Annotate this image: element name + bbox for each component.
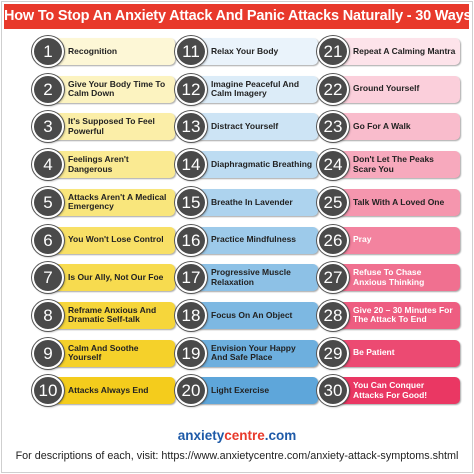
way-pill [335,76,460,103]
way-item [32,225,173,255]
way-item [32,187,173,217]
way-pill [335,227,460,254]
way-number-badge: 13 [175,111,207,142]
way-label: Feelings Aren't Dangerous [68,154,129,174]
way-pill [335,38,460,65]
way-item [32,74,173,104]
infographic-title: How To Stop An Anxiety Attack And Panic Attacks Naturally - 30 Ways [4,4,469,29]
way-label: Is Our Ally, Not Our Foe [68,271,164,282]
way-label: Pray [353,234,372,245]
way-label: Imagine Peaceful And Calm Imagery [211,78,300,99]
way-number-badge: 9 [32,338,64,369]
way-number-badge: 4 [32,149,64,180]
way-number-badge: 22 [317,74,349,105]
way-number-badge: 24 [317,149,349,180]
way-label: Progressive Muscle Relaxation [211,267,291,287]
way-item [32,300,173,330]
way-pill [335,264,460,291]
way-number-badge: 26 [317,225,349,256]
way-pill [50,76,175,103]
way-label: Light Exercise [211,385,270,396]
way-label: Attacks Always End [68,385,149,396]
way-pill [335,377,460,404]
way-item [32,262,173,292]
way-number-badge: 28 [317,300,349,331]
footer-description-link: For descriptions of each, visit: https://www.anxietycentre.com/anxiety-attack-symptoms.shtml [15,450,459,462]
way-item [32,375,173,405]
way-number-badge: 21 [317,36,349,67]
way-number-badge: 11 [175,36,207,67]
way-pill [50,302,175,329]
way-label: Attacks Aren't A Medical Emergency [68,191,167,212]
way-item [317,111,458,141]
way-pill [193,151,318,178]
way-pill [50,264,175,291]
way-number-badge: 29 [317,338,349,369]
way-label: It's Supposed To Feel Powerful [68,116,155,136]
way-number-badge: 19 [175,338,207,369]
way-item [175,36,316,66]
way-item [32,111,173,141]
way-pill [193,340,318,367]
way-item [317,149,458,179]
way-pill [193,76,318,103]
way-item [317,300,458,330]
way-pill [50,113,175,140]
way-item [175,262,316,292]
way-label: Recognition [68,45,118,56]
way-label: Distract Yourself [211,121,279,132]
way-item [32,36,173,66]
way-pill [193,113,318,140]
way-pill [50,151,175,178]
way-item [175,225,316,255]
way-item [317,225,458,255]
way-pill [50,38,175,65]
site-logo [0,428,474,448]
way-item [317,187,458,217]
way-number-badge: 7 [32,262,64,293]
way-label: Don't Let The Peaks Scare You [353,154,434,174]
way-label: Go For A Walk [353,121,411,132]
way-item [175,338,316,368]
way-number-badge: 23 [317,111,349,142]
way-item [175,187,316,217]
way-number-badge: 15 [175,187,207,218]
way-pill [193,227,318,254]
way-label: You Can Conquer Attacks For Good! [353,380,428,400]
way-number-badge: 25 [317,187,349,218]
way-pill [335,151,460,178]
way-number-badge: 30 [317,375,349,406]
way-pill [193,189,318,216]
way-number-badge: 10 [32,375,64,406]
way-label: Be Patient [353,347,395,358]
way-pill [335,340,460,367]
way-label: Reframe Anxious And Dramatic Self-talk [68,304,157,325]
way-number-badge: 8 [32,300,64,331]
way-label: Breathe In Lavender [211,196,293,207]
way-number-badge: 20 [175,375,207,406]
way-number-badge: 6 [32,225,64,256]
way-item [175,149,316,179]
way-pill [335,113,460,140]
way-item [317,338,458,368]
way-number-badge: 5 [32,187,64,218]
way-item [175,300,316,330]
way-label: Give 20 – 30 Minutes For The Attack To End [353,304,453,325]
way-label: Give Your Body Time To Calm Down [68,78,166,99]
way-number-badge: 3 [32,111,64,142]
way-item [317,36,458,66]
logo-part-anxiety: anxiety [177,428,225,443]
way-item [175,74,316,104]
way-label: Ground Yourself [353,83,420,94]
way-pill [335,302,460,329]
way-pill [335,189,460,216]
way-number-badge: 27 [317,262,349,293]
way-pill [193,264,318,291]
way-label: Relax Your Body [211,45,279,56]
way-item [317,262,458,292]
way-pill [193,377,318,404]
way-item [32,149,173,179]
way-pill [193,38,318,65]
way-label: Talk With A Loved One [353,196,445,207]
way-item [32,338,173,368]
way-item [317,74,458,104]
way-number-badge: 14 [175,149,207,180]
way-label: Repeat A Calming Mantra [353,45,456,56]
logo-part-centre: centre [224,428,265,443]
way-pill [50,189,175,216]
way-label: You Won't Lose Control [68,234,164,245]
way-label: Envision Your Happy And Safe Place [211,342,296,363]
way-number-badge: 12 [175,74,207,105]
way-number-badge: 18 [175,300,207,331]
way-item [175,375,316,405]
way-number-badge: 16 [175,225,207,256]
logo-part-domain: .com [264,428,297,443]
way-label: Focus On An Object [211,309,293,320]
way-number-badge: 2 [32,74,64,105]
way-label: Practice Mindfulness [211,234,297,245]
way-item [175,111,316,141]
way-pill [193,302,318,329]
way-pill [50,340,175,367]
way-pill [50,377,175,404]
way-label: Diaphragmatic Breathing [211,158,313,169]
way-item [317,375,458,405]
way-label: Calm And Soothe Yourself [68,342,139,363]
way-label: Refuse To Chase Anxious Thinking [353,267,425,287]
way-number-badge: 17 [175,262,207,293]
way-number-badge: 1 [32,36,64,67]
way-pill [50,227,175,254]
